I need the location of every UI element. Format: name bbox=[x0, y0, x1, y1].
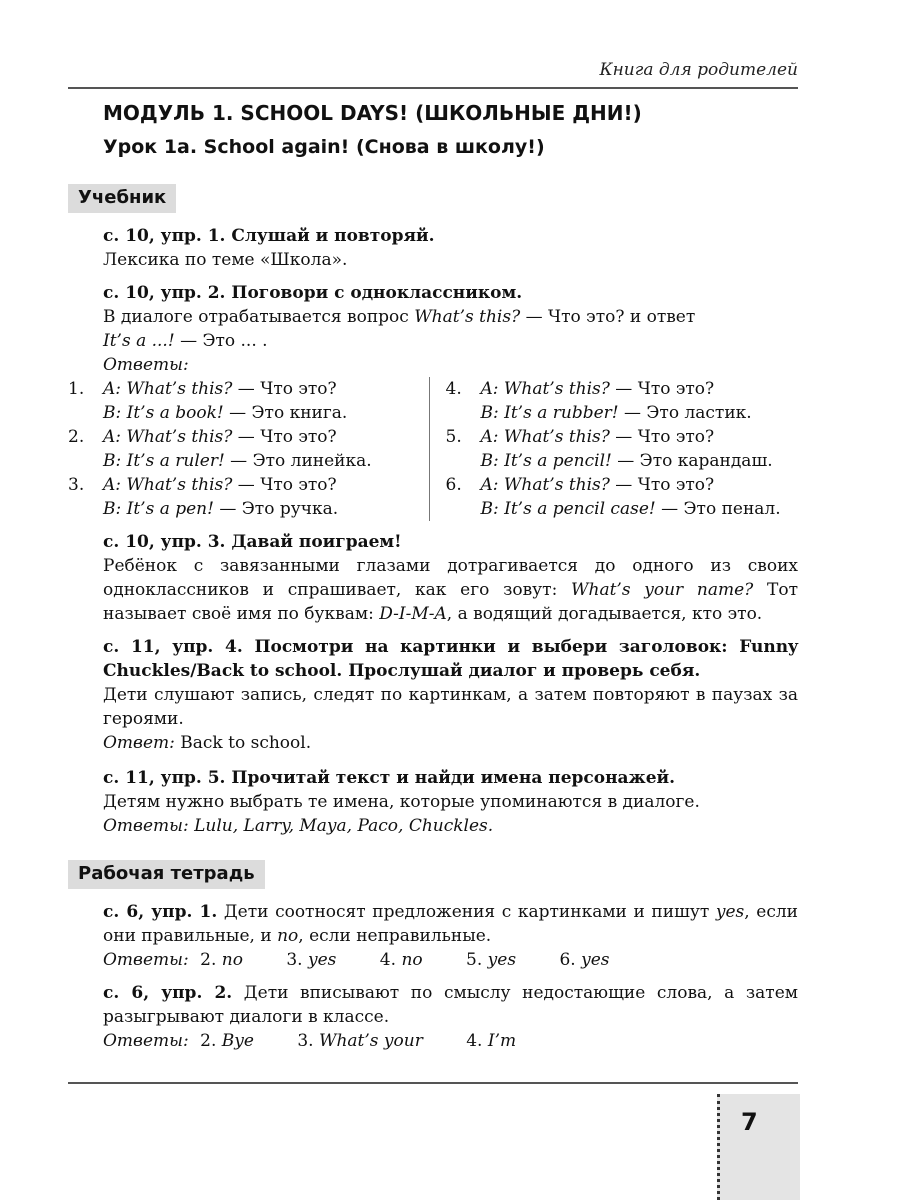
answer-item: 1. A: What’s this? — Что это? B: It’s a book! — Это книга. bbox=[68, 379, 348, 423]
exercise-text: В диалоге отрабатывается вопрос What’s this? — Что это? и ответ It’s a ...! — Это ... . bbox=[103, 307, 696, 351]
exercise-text: Дети слушают запись, следят по картинкам, а затем повторяют в паузах за героями. bbox=[103, 685, 798, 729]
exercise-answers: Ответы: 2. no 3. yes 4. no 5. yes 6. yes bbox=[103, 950, 610, 970]
textbook-exercise-2 bbox=[103, 281, 798, 377]
exercise-text: Ребёнок с завязанными глазами дотрагивается до одного из своих одноклассников и спрашивает, как его зовут: What’s your name? Тот называет своё имя по буквам: D-I-M-A, а водящий догадывается, кто это. bbox=[103, 556, 799, 624]
answers-grid bbox=[68, 377, 798, 521]
content bbox=[68, 98, 798, 1053]
header-rule bbox=[68, 87, 798, 89]
exercise-heading: с. 10, упр. 1. Слушай и повторяй. bbox=[103, 226, 435, 246]
exercise-answers: Ответы: 2. Bye 3. What’s your 4. I’m bbox=[103, 1031, 517, 1051]
running-head: Книга для родителей bbox=[599, 60, 798, 80]
answers-column-right bbox=[430, 377, 799, 521]
exercise-text: с. 6, упр. 1. Дети соотносят предложения с картинками и пишут yes, если они правильные, и no, если неправильные. bbox=[103, 902, 798, 946]
section-label-workbook: Рабочая тетрадь bbox=[68, 860, 265, 889]
textbook-exercise-4 bbox=[103, 635, 798, 755]
exercise-heading: с. 11, упр. 4. Посмотри на картинки и выбери заголовок: Funny Chuckles/Back to school. Прослушай диалог и проверь себя. bbox=[103, 637, 798, 681]
exercise-heading: с. 10, упр. 2. Поговори с одноклассником. bbox=[103, 283, 523, 303]
workbook-exercise-2 bbox=[103, 981, 798, 1053]
exercise-heading: с. 11, упр. 5. Прочитай текст и найди имена персонажей. bbox=[103, 768, 676, 788]
exercise-text: Лексика по теме «Школа». bbox=[103, 250, 348, 270]
workbook-exercise-1 bbox=[103, 900, 798, 972]
answer-item: 4. A: What’s this? — Что это? B: It’s a rubber! — Это ластик. bbox=[445, 379, 752, 423]
answer-item: 2. A: What’s this? — Что это? B: It’s a ruler! — Это линейка. bbox=[68, 427, 372, 471]
answer-item: 3. A: What’s this? — Что это? B: It’s a pen! — Это ручка. bbox=[68, 475, 339, 519]
textbook-exercise-5 bbox=[103, 766, 798, 838]
answer-item: 5. A: What’s this? — Что это? B: It’s a pencil! — Это карандаш. bbox=[445, 427, 773, 471]
exercise-text: Детям нужно выбрать те имена, которые упоминаются в диалоге. bbox=[103, 792, 700, 812]
answers-label: Ответы: bbox=[103, 355, 189, 375]
footer-rule bbox=[68, 1082, 798, 1084]
exercise-answer: Ответ: Back to school. bbox=[103, 733, 312, 753]
answer-item: 6. A: What’s this? — Что это? B: It’s a pencil case! — Это пенал. bbox=[445, 475, 781, 519]
answers-column-left bbox=[68, 377, 430, 521]
section-label-textbook: Учебник bbox=[68, 184, 176, 213]
page-number-tab bbox=[717, 1094, 800, 1200]
module-title: МОДУЛЬ 1. SCHOOL DAYS! (ШКОЛЬНЫЕ ДНИ!) bbox=[103, 101, 642, 125]
exercise-heading: с. 10, упр. 3. Давай поиграем! bbox=[103, 532, 402, 552]
textbook-exercise-1 bbox=[103, 224, 798, 272]
exercise-text: с. 6, упр. 2. Дети вписывают по смыслу недостающие слова, а затем разыгрывают диалоги в классе. bbox=[103, 983, 798, 1027]
exercise-answers: Ответы: Lulu, Larry, Maya, Paco, Chuckles. bbox=[103, 816, 494, 836]
lesson-title: Урок 1a. School again! (Снова в школу!) bbox=[103, 136, 545, 158]
textbook-exercise-3 bbox=[103, 530, 798, 626]
page-number: 7 bbox=[741, 1108, 758, 1136]
